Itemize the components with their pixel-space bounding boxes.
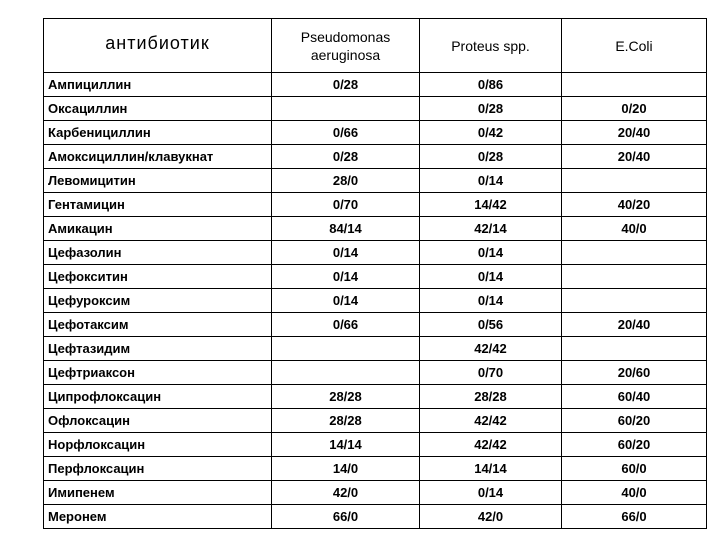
- cell-pseudomonas: 14/14: [272, 433, 420, 457]
- cell-antibiotic-name: Ципрофлоксацин: [44, 385, 272, 409]
- cell-ecoli: 66/0: [562, 505, 707, 529]
- header-row: [44, 19, 707, 73]
- table-row: [44, 505, 707, 529]
- cell-ecoli: 60/20: [562, 433, 707, 457]
- cell-proteus: 0/14: [420, 289, 562, 313]
- table-row: [44, 241, 707, 265]
- cell-ecoli: 40/0: [562, 481, 707, 505]
- cell-pseudomonas: 0/66: [272, 313, 420, 337]
- cell-pseudomonas: 0/28: [272, 73, 420, 97]
- cell-pseudomonas: 0/70: [272, 193, 420, 217]
- table-row: [44, 121, 707, 145]
- cell-pseudomonas: 0/66: [272, 121, 420, 145]
- cell-pseudomonas: 0/28: [272, 145, 420, 169]
- cell-proteus: 0/86: [420, 73, 562, 97]
- header-pseudomonas: Pseudomonas aeruginosa: [272, 19, 420, 73]
- table-row: [44, 313, 707, 337]
- cell-antibiotic-name: Оксациллин: [44, 97, 272, 121]
- table-row: [44, 217, 707, 241]
- cell-ecoli: [562, 169, 707, 193]
- table-row: [44, 97, 707, 121]
- cell-proteus: 42/42: [420, 433, 562, 457]
- cell-pseudomonas: 28/28: [272, 409, 420, 433]
- antibiotic-table: [43, 18, 707, 529]
- cell-antibiotic-name: Цефотаксим: [44, 313, 272, 337]
- cell-proteus: 0/14: [420, 265, 562, 289]
- cell-pseudomonas: 0/14: [272, 265, 420, 289]
- table-row: [44, 193, 707, 217]
- cell-proteus: 0/42: [420, 121, 562, 145]
- cell-pseudomonas: 14/0: [272, 457, 420, 481]
- cell-ecoli: 60/20: [562, 409, 707, 433]
- cell-pseudomonas: [272, 361, 420, 385]
- table-row: [44, 337, 707, 361]
- table-body: [44, 19, 707, 529]
- cell-ecoli: [562, 73, 707, 97]
- header-ecoli: E.Coli: [562, 19, 707, 73]
- cell-antibiotic-name: Меронем: [44, 505, 272, 529]
- cell-proteus: 42/42: [420, 337, 562, 361]
- cell-antibiotic-name: Левомицитин: [44, 169, 272, 193]
- cell-ecoli: 60/0: [562, 457, 707, 481]
- cell-antibiotic-name: Карбенициллин: [44, 121, 272, 145]
- cell-proteus: 0/70: [420, 361, 562, 385]
- cell-proteus: 0/28: [420, 97, 562, 121]
- cell-antibiotic-name: Гентамицин: [44, 193, 272, 217]
- table-row: [44, 169, 707, 193]
- cell-ecoli: [562, 241, 707, 265]
- cell-pseudomonas: 0/14: [272, 241, 420, 265]
- cell-proteus: 14/14: [420, 457, 562, 481]
- cell-ecoli: 20/40: [562, 121, 707, 145]
- cell-pseudomonas: [272, 337, 420, 361]
- cell-ecoli: 40/0: [562, 217, 707, 241]
- cell-antibiotic-name: Амикацин: [44, 217, 272, 241]
- table-row: [44, 433, 707, 457]
- cell-antibiotic-name: Цефокситин: [44, 265, 272, 289]
- cell-antibiotic-name: Амоксициллин/клавукнат: [44, 145, 272, 169]
- cell-ecoli: [562, 265, 707, 289]
- cell-antibiotic-name: Цефтазидим: [44, 337, 272, 361]
- table-row: [44, 289, 707, 313]
- cell-antibiotic-name: Имипенем: [44, 481, 272, 505]
- cell-proteus: 14/42: [420, 193, 562, 217]
- table-row: [44, 361, 707, 385]
- cell-pseudomonas: 28/0: [272, 169, 420, 193]
- header-proteus: Proteus spp.: [420, 19, 562, 73]
- cell-proteus: 0/14: [420, 241, 562, 265]
- cell-antibiotic-name: Перфлоксацин: [44, 457, 272, 481]
- cell-ecoli: 60/40: [562, 385, 707, 409]
- cell-antibiotic-name: Цефтриаксон: [44, 361, 272, 385]
- cell-antibiotic-name: Норфлоксацин: [44, 433, 272, 457]
- cell-proteus: 0/14: [420, 169, 562, 193]
- cell-pseudomonas: 42/0: [272, 481, 420, 505]
- table-row: [44, 385, 707, 409]
- cell-ecoli: 0/20: [562, 97, 707, 121]
- cell-antibiotic-name: Ампициллин: [44, 73, 272, 97]
- table-row: [44, 145, 707, 169]
- cell-proteus: 42/14: [420, 217, 562, 241]
- cell-proteus: 28/28: [420, 385, 562, 409]
- cell-pseudomonas: [272, 97, 420, 121]
- cell-proteus: 0/28: [420, 145, 562, 169]
- cell-ecoli: [562, 337, 707, 361]
- cell-antibiotic-name: Цефуроксим: [44, 289, 272, 313]
- cell-ecoli: [562, 289, 707, 313]
- cell-pseudomonas: 66/0: [272, 505, 420, 529]
- table-row: [44, 265, 707, 289]
- cell-proteus: 0/56: [420, 313, 562, 337]
- cell-pseudomonas: 28/28: [272, 385, 420, 409]
- cell-antibiotic-name: Цефазолин: [44, 241, 272, 265]
- cell-proteus: 0/14: [420, 481, 562, 505]
- cell-antibiotic-name: Офлоксацин: [44, 409, 272, 433]
- table-row: [44, 481, 707, 505]
- cell-pseudomonas: 84/14: [272, 217, 420, 241]
- cell-proteus: 42/42: [420, 409, 562, 433]
- cell-pseudomonas: 0/14: [272, 289, 420, 313]
- table-row: [44, 409, 707, 433]
- cell-ecoli: 20/40: [562, 145, 707, 169]
- table-row: [44, 457, 707, 481]
- header-antibiotic: антибиотик: [44, 19, 272, 73]
- cell-ecoli: 20/40: [562, 313, 707, 337]
- cell-ecoli: 20/60: [562, 361, 707, 385]
- cell-ecoli: 40/20: [562, 193, 707, 217]
- table-row: [44, 73, 707, 97]
- cell-proteus: 42/0: [420, 505, 562, 529]
